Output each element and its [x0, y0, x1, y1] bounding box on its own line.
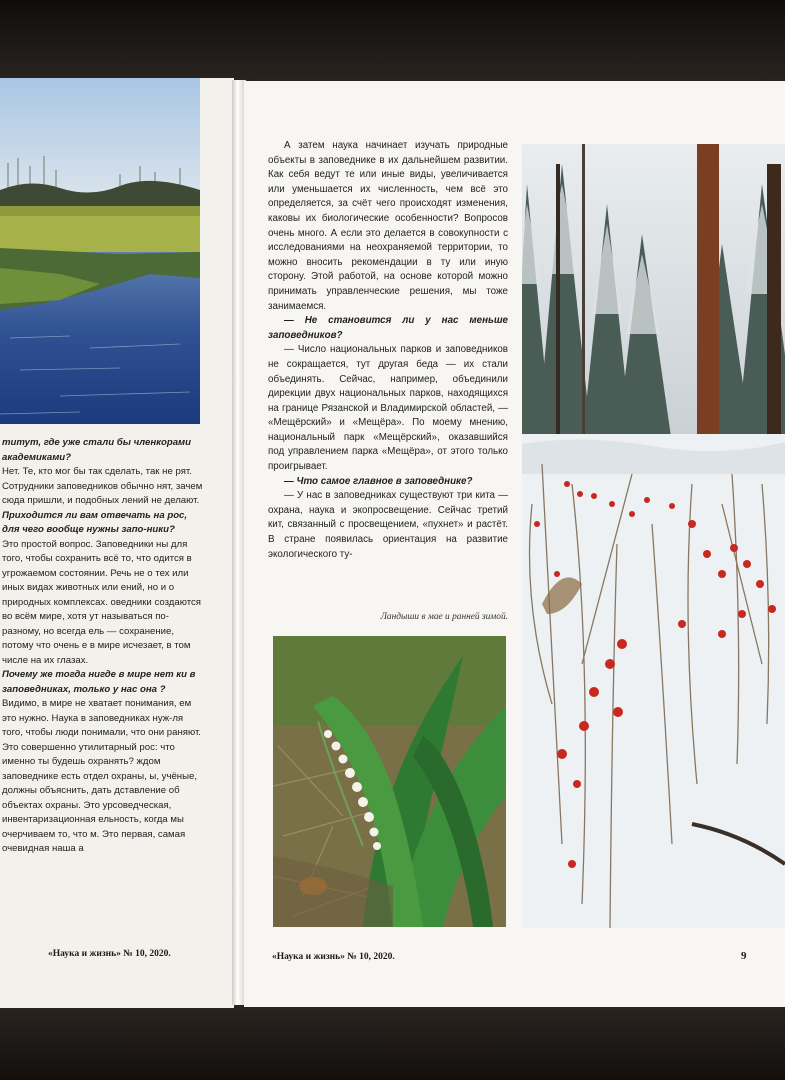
right-page-footer: «Наука и жизнь» № 10, 2020. — [272, 952, 395, 962]
right-question-2: — Что самое главное в заповеднике? — [284, 475, 473, 487]
wetland-image — [0, 78, 200, 424]
right-answer-2: — Число национальных парков и заповедников не сокращается, тут другая беда — их стали объединять. Сейчас, например, объединили дирекции двух национальных парков, находящихся на границе Рязанской и Владимирской областей, — «Мещёрский» и «Мещёра». По моему мнению, национальный парк «Мещёрский», оказавшийся под управлением парка «Мещёра», от этого только проигрывает. — [268, 344, 508, 473]
winter-forest-photo — [522, 144, 785, 928]
winter-forest-image — [522, 144, 785, 928]
left-question-2: Приходится ли вам отвечать на рос, для чего вообще нужны запо-ники? — [2, 509, 188, 535]
scan-background-top — [0, 0, 785, 82]
left-answer-1: Нет. Те, кто мог бы так сделать, так не рят. Сотрудники заповедников обычно нят, зачем сюда пришли, и подобных лений не делают. — [2, 466, 203, 506]
left-page — [0, 78, 234, 1008]
left-answer-2: Это простой вопрос. Заповедники ны для того, чтобы сохранить всё то, что одится в угрожаемом состоянии. Речь не о тех или иных видах животных или ений, но и о природных комплексах. оведники создаются во всём мире, хотя ут называться по-разному, но всегда ель — сохранение, потому что очень е в мире исчезает, в том числе на их глазах. — [2, 538, 201, 666]
wetland-photo — [0, 78, 200, 424]
left-question-3: Почему же тогда нигде в мире нет ки в заповедниках, только у нас она ? — [2, 669, 196, 695]
right-question-1: — Не становится ли у нас меньше заповедников? — [268, 315, 508, 341]
right-answer-1: А затем наука начинает изучать природные объекты в заповеднике в их дальнейшем развитии. Как себя ведут те или иные виды, увеличивается или уменьшается их численность, чем всё это определяется, за счёт чего происходят изменения, каковы их биологические особенности? Вопросов очень много. А если это делается в совокупности с исследованиями на неохраняемой территории, то можно вносить рекомендации в ту или иную сторону. Этой работой, на основе которой можно принимать управленческие решения, мы тоже занимаемся. — [268, 140, 508, 312]
left-answer-3: Видимо, в мире не хватает понимания, ем это нужно. Наука в заповедниках нуж-ля того, чтобы люди понимали, что они раняют. Это совершенно утилитарный рос: что именно ты будешь охранять? ждом заповеднике есть отдел охраны, ы, учёные, должны объяснить, дать дставление об объектах охраны. Это урсоведческая, инвентаризационная ельность, когда мы очерчиваем то, что м. Это первая, самая очевидная наша а — [2, 698, 201, 854]
photo-caption: Ландыши в мае и ранней зимой. — [380, 612, 508, 622]
lily-image — [273, 636, 506, 927]
left-question-1: титут, где уже стали бы членкорами академиками? — [2, 437, 192, 463]
left-page-footer: «Наука и жизнь» № 10, 2020. — [48, 949, 171, 959]
right-answer-3: — У нас в заповедниках существуют три кита — охрана, наука и экопросвещение. Сейчас третий кит, связанный с просвещением, «пухнет» и растёт. В стране появилась ориентация на развитие экологического ту- — [268, 490, 508, 560]
lily-of-the-valley-photo — [273, 636, 506, 927]
right-page — [244, 81, 785, 1007]
page-number: 9 — [741, 950, 747, 962]
scan-background-bottom — [0, 1005, 785, 1080]
right-article-text — [268, 139, 508, 562]
left-article-text — [2, 436, 204, 857]
